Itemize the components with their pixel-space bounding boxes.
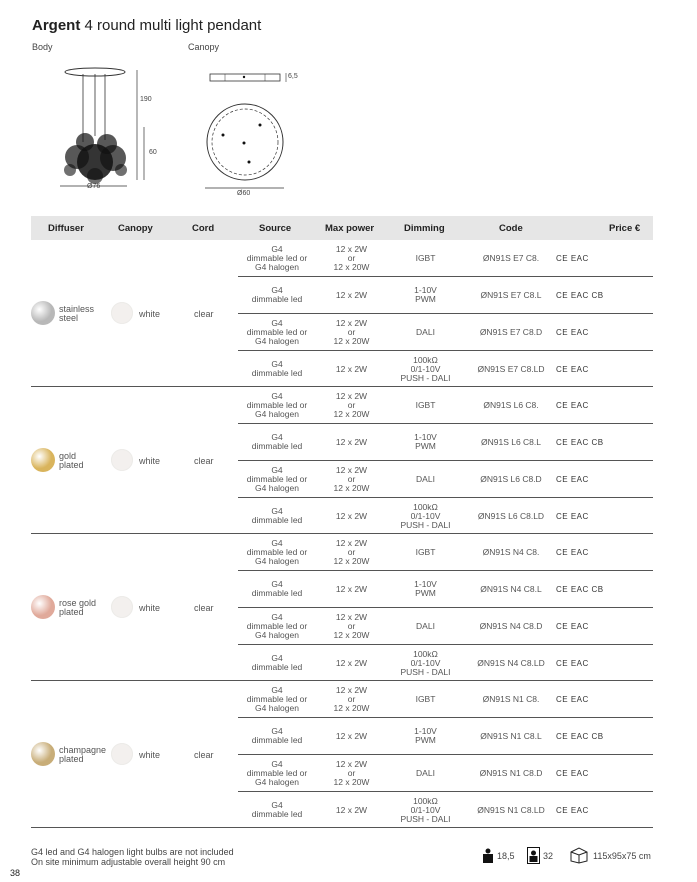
source-cell: G4 dimmable led or G4 halogen: [246, 537, 308, 566]
dimming-cell: IGBT: [415, 546, 436, 557]
box-icon: [570, 847, 588, 864]
col-diffuser: Diffuser: [48, 223, 84, 234]
diffuser-label: champagne plated: [59, 745, 107, 764]
cord-finish: clear: [194, 456, 214, 466]
source-cell: G4 dimmable led: [251, 726, 303, 745]
code-cell: ØN91S N1 C8.D: [479, 767, 543, 778]
certification-marks: CE EAC: [556, 327, 589, 337]
canopy-swatch: [111, 449, 133, 471]
diffuser-swatch: [31, 742, 55, 766]
table-row: [238, 534, 653, 571]
code-cell: ØN91S N4 C8.: [482, 546, 540, 557]
canopy-swatch: [111, 596, 133, 618]
dimming-cell: 100kΩ 0/1-10V PUSH - DALI: [400, 648, 451, 677]
certification-marks: CE EAC: [556, 511, 589, 521]
certification-marks: CE EAC: [556, 364, 589, 374]
product-subtitle: 4 round multi light pendant: [84, 17, 262, 34]
source-cell: G4 dimmable led or G4 halogen: [246, 243, 308, 272]
canopy-drawing: [200, 68, 300, 194]
col-dimming: Dimming: [404, 223, 445, 234]
body-label: Body: [32, 42, 53, 52]
certification-marks: CE EAC CB: [556, 437, 604, 447]
dimming-cell: DALI: [416, 767, 435, 778]
box-dimensions: 115x95x75 cm: [593, 851, 651, 861]
source-cell: G4 dimmable led: [251, 579, 303, 598]
note-height: On site minimum adjustable overall height 90 cm: [31, 857, 226, 867]
power-cell: 12 x 2W or 12 x 20W: [333, 390, 370, 419]
source-cell: G4 dimmable led or G4 halogen: [246, 317, 308, 346]
power-cell: 12 x 2W or 12 x 20W: [333, 684, 370, 713]
dimming-cell: 100kΩ 0/1-10V PUSH - DALI: [400, 795, 451, 824]
power-cell: 12 x 2W or 12 x 20W: [333, 317, 370, 346]
product-name: Argent: [32, 17, 81, 34]
certification-marks: CE EAC: [556, 621, 589, 631]
power-cell: 12 x 2W or 12 x 20W: [333, 611, 370, 640]
canopy-label: Canopy: [188, 42, 220, 52]
code-cell: ØN91S L6 C8.: [483, 399, 539, 410]
certification-marks: CE EAC CB: [556, 731, 604, 741]
table-row: [238, 645, 653, 682]
table-row: [238, 461, 653, 498]
power-cell: 12 x 2W: [335, 510, 368, 521]
code-cell: ØN91S E7 C8.D: [479, 326, 543, 337]
body-drawing: [55, 62, 165, 194]
certification-marks: CE EAC: [556, 768, 589, 778]
source-cell: G4 dimmable led: [251, 653, 303, 672]
table-header: [31, 216, 653, 240]
source-cell: G4 dimmable led: [251, 432, 303, 451]
page-number: 38: [10, 868, 21, 878]
cord-finish: clear: [194, 603, 214, 613]
dim-height: 190: [140, 96, 152, 103]
power-cell: 12 x 2W or 12 x 20W: [333, 243, 370, 272]
product-group: [31, 534, 653, 681]
code-cell: ØN91S E7 C8.: [482, 252, 540, 263]
power-cell: 12 x 2W: [335, 436, 368, 447]
canopy-finish: white: [139, 603, 161, 613]
dimming-cell: DALI: [416, 473, 435, 484]
dimming-cell: DALI: [416, 326, 435, 337]
code-cell: ØN91S N1 C8.LD: [477, 804, 545, 815]
code-cell: ØN91S E7 C8.L: [480, 289, 542, 300]
product-group: [31, 387, 653, 534]
certification-marks: CE EAC: [556, 694, 589, 704]
source-cell: G4 dimmable led: [251, 359, 303, 378]
col-canopy: Canopy: [118, 223, 153, 234]
dimming-cell: DALI: [416, 620, 435, 631]
table-row: [238, 314, 653, 351]
table-row: [238, 351, 653, 388]
table-row: [238, 498, 653, 535]
canopy-finish: white: [139, 456, 161, 466]
power-cell: 12 x 2W: [335, 583, 368, 594]
table-row: [238, 608, 653, 645]
table-row: [238, 571, 653, 608]
code-cell: ØN91S L6 C8.D: [480, 473, 542, 484]
col-max-power: Max power: [325, 223, 375, 234]
table-row: [238, 277, 653, 314]
certification-marks: CE EAC: [556, 547, 589, 557]
gross-weight: 32: [543, 851, 554, 861]
code-cell: ØN91S N1 C8.: [482, 693, 540, 704]
product-table: [31, 216, 653, 828]
certification-marks: CE EAC: [556, 474, 589, 484]
dimming-cell: IGBT: [415, 252, 436, 263]
gross-weight-icon: [527, 847, 540, 864]
code-cell: ØN91S E7 C8.LD: [477, 363, 545, 374]
power-cell: 12 x 2W or 12 x 20W: [333, 758, 370, 787]
product-group: [31, 681, 653, 828]
footer-note: [31, 847, 234, 867]
power-cell: 12 x 2W or 12 x 20W: [333, 537, 370, 566]
code-cell: ØN91S N4 C8.D: [479, 620, 543, 631]
table-row: [238, 681, 653, 718]
col-source: Source: [259, 223, 292, 234]
code-cell: ØN91S L6 C8.L: [480, 436, 541, 447]
power-cell: 12 x 2W or 12 x 20W: [333, 464, 370, 493]
code-cell: ØN91S L6 C8.LD: [477, 510, 545, 521]
certification-marks: CE EAC: [556, 658, 589, 668]
certification-marks: CE EAC CB: [556, 290, 604, 300]
table-row: [238, 792, 653, 829]
source-cell: G4 dimmable led or G4 halogen: [246, 684, 308, 713]
dimming-cell: 1-10V PWM: [414, 432, 437, 451]
dim-canopy-height: 6,5: [288, 73, 298, 80]
col-price: Price €: [609, 223, 641, 234]
dimming-cell: IGBT: [415, 693, 436, 704]
power-cell: 12 x 2W: [335, 730, 368, 741]
certification-marks: CE EAC: [556, 253, 589, 263]
diffuser-label: rose gold plated: [59, 598, 97, 617]
diffuser-swatch: [31, 301, 55, 325]
page-title: [32, 17, 261, 34]
dimming-cell: 100kΩ 0/1-10V PUSH - DALI: [400, 501, 451, 530]
source-cell: G4 dimmable led or G4 halogen: [246, 464, 308, 493]
code-cell: ØN91S N1 C8.L: [480, 730, 542, 741]
net-weight: 18,5: [497, 851, 515, 861]
dim-body-dia: Ø76: [87, 183, 101, 190]
net-weight-icon: [482, 848, 494, 864]
table-row: [238, 240, 653, 277]
diffuser-label: stainless steel: [59, 304, 95, 323]
code-cell: ØN91S N4 C8.LD: [477, 657, 545, 668]
cord-finish: clear: [194, 309, 214, 319]
diffuser-label: gold plated: [59, 451, 84, 470]
dimming-cell: 1-10V PWM: [414, 726, 437, 745]
canopy-finish: white: [139, 750, 161, 760]
diffuser-swatch: [31, 448, 55, 472]
table-row: [238, 387, 653, 424]
source-cell: G4 dimmable led or G4 halogen: [246, 390, 308, 419]
source-cell: G4 dimmable led: [251, 506, 303, 525]
source-cell: G4 dimmable led: [251, 285, 303, 304]
dim-canopy-dia: Ø60: [237, 190, 251, 197]
power-cell: 12 x 2W: [335, 363, 368, 374]
source-cell: G4 dimmable led or G4 halogen: [246, 758, 308, 787]
certification-marks: CE EAC CB: [556, 584, 604, 594]
dimming-cell: 100kΩ 0/1-10V PUSH - DALI: [400, 354, 451, 383]
dimming-cell: IGBT: [415, 399, 436, 410]
dim-drop: 60: [149, 149, 157, 156]
product-group: [31, 240, 653, 387]
col-cord: Cord: [192, 223, 215, 234]
diffuser-swatch: [31, 595, 55, 619]
table-row: [238, 755, 653, 792]
code-cell: ØN91S N4 C8.L: [480, 583, 542, 594]
power-cell: 12 x 2W: [335, 657, 368, 668]
certification-marks: CE EAC: [556, 400, 589, 410]
col-code: Code: [499, 223, 523, 234]
canopy-finish: white: [139, 309, 161, 319]
dimming-cell: 1-10V PWM: [414, 579, 437, 598]
dimming-cell: 1-10V PWM: [414, 285, 437, 304]
note-bulbs: G4 led and G4 halogen light bulbs are not included: [31, 847, 234, 857]
power-cell: 12 x 2W: [335, 289, 368, 300]
table-row: [238, 718, 653, 755]
source-cell: G4 dimmable led or G4 halogen: [246, 611, 308, 640]
canopy-swatch: [111, 743, 133, 765]
canopy-swatch: [111, 302, 133, 324]
power-cell: 12 x 2W: [335, 804, 368, 815]
cord-finish: clear: [194, 750, 214, 760]
table-row: [238, 424, 653, 461]
certification-marks: CE EAC: [556, 805, 589, 815]
source-cell: G4 dimmable led: [251, 800, 303, 819]
